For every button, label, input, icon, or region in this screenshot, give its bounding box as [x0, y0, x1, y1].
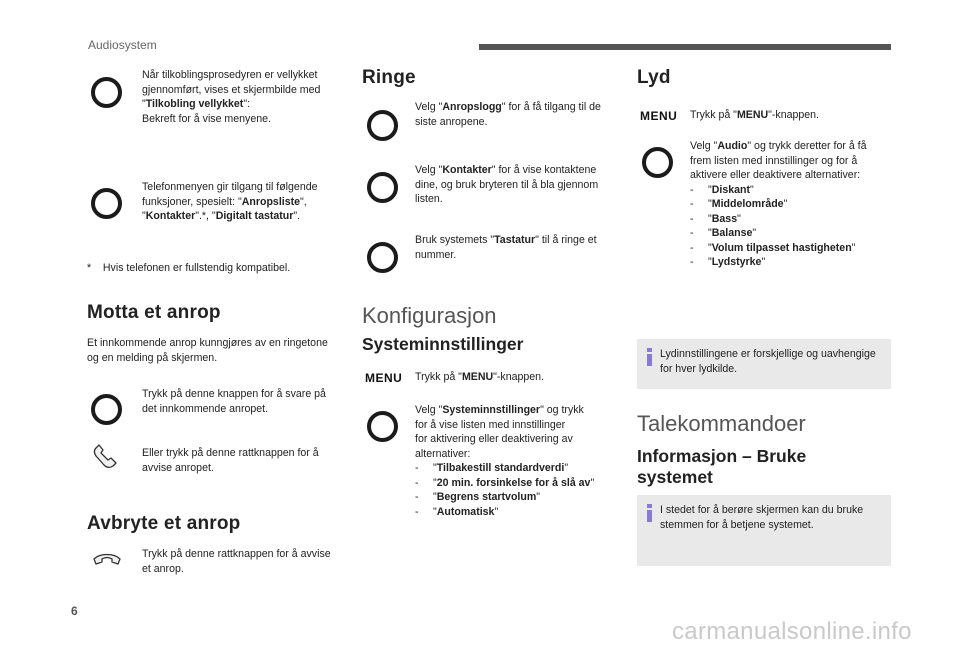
page-number: 6 [71, 604, 78, 618]
info-icon [647, 504, 652, 522]
phone-hangup-icon [92, 550, 122, 568]
info-note-box [637, 495, 891, 566]
keypad-text: Bruk systemets "Tastatur" til å ringe et nummer. [415, 234, 597, 261]
footnote: * Hvis telefonen er fullstendig kompatibel. [87, 262, 291, 274]
system-settings-options [415, 461, 615, 519]
list-item: - "Balanse" [690, 227, 757, 239]
system-settings-text: Velg "Systeminnstillinger" og trykk for å vise listen med innstillinger for aktivering eller deaktivering av alternativer: - "Tilbakestill standardverdi" - "20 min. forsinkelse for å slå av" - "Begrens startvolum" - "Automatisk" [415, 403, 615, 519]
dial-button-icon [367, 242, 398, 273]
info-icon [647, 348, 652, 366]
dial-button-icon [367, 110, 398, 141]
dial-button-icon [642, 147, 673, 178]
dial-button-icon [367, 411, 398, 442]
info-note-text: I stedet for å berøre skjermen kan du bruke stemmen for å betjene systemet. [660, 504, 864, 531]
list-item: - "Volum tilpasset hastigheten" [690, 241, 856, 254]
incoming-call-title: Motta et anrop [87, 302, 221, 323]
dial-button-icon [91, 77, 122, 108]
reject-call-title: Avbryte et anrop [87, 513, 241, 534]
answer-text: Trykk på denne knappen for å svare på det innkommende anropet. [142, 388, 326, 415]
contacts-text: Velg "Kontakter" for å vise kontaktene dine, og bruk bryteren til å bla gjennom listen. [415, 164, 599, 205]
dial-button-icon [91, 188, 122, 219]
header-section-label: Audiosystem [88, 38, 157, 52]
sound-note-text: Lydinnstillingene er forskjellige og uavhengige for hver lydkilde. [660, 348, 876, 375]
incoming-intro: Et innkommende anrop kunngjøres av en ringetone og en melding på skjermen. [87, 337, 328, 364]
list-item: - "Tilbakestill standardverdi" [415, 462, 569, 474]
sound-note-box [637, 339, 891, 389]
phone-menu-text: Telefonmenyen gir tilgang til følgende funksjoner, spesielt: "Anropsliste", "Kontakter".*, "Digitalt tastatur". [142, 181, 318, 222]
list-item: - "Diskant" [690, 183, 754, 196]
calllog-text: Velg "Anropslogg" for å få tilgang til de siste anropene. [415, 101, 601, 128]
menu-button-label: MENU [365, 371, 403, 385]
list-item: - "Lydstyrke" [690, 256, 766, 268]
header-rule [479, 44, 891, 50]
pairing-text: Når tilkoblingsprosedyren er vellykket gjennomført, vises et skjermbilde med "Tilkobling vellykket": Bekreft for å vise menyene. [142, 69, 321, 125]
answer-wheel-text: Eller trykk på denne rattknappen for å avvise anropet. [142, 447, 319, 474]
list-item: - "Middelområde" [690, 198, 788, 210]
reject-text: Trykk på denne rattknappen for å avvise et anrop. [142, 548, 331, 575]
menu-button-label: MENU [640, 109, 678, 123]
audio-text: Velg "Audio" og trykk deretter for å få frem listen med innstillinger og for å aktivere eller deaktivere alternativer: - "Diskant" - "Middelområde" - "Bass" - "Balanse" - "Volum tilpasset hastigheten" - "Lydstyrke" [690, 139, 895, 270]
call-title: Ringe [362, 67, 416, 88]
phone-handset-icon [92, 444, 122, 470]
list-item: - "Automatisk" [415, 505, 499, 518]
list-item: - "20 min. forsinkelse for å slå av" [415, 476, 595, 489]
watermark: carmanualsonline.info [672, 618, 912, 645]
config-title: Konfigurasjon [362, 303, 497, 328]
sound-title: Lyd [637, 67, 671, 88]
info-title: Informasjon – Bruke systemet [637, 446, 807, 487]
sound-menu-text: Trykk på "MENU"-knappen. [690, 109, 820, 121]
dial-button-icon [91, 394, 122, 425]
audio-options [690, 183, 895, 270]
list-item: - "Begrens startvolum" [415, 491, 541, 503]
menu-text: Trykk på "MENU"-knappen. [415, 371, 545, 383]
system-settings-title: Systeminnstillinger [362, 334, 524, 354]
list-item: - "Bass" [690, 212, 741, 225]
dial-button-icon [367, 172, 398, 203]
voice-commands-title: Talekommandoer [637, 411, 806, 436]
